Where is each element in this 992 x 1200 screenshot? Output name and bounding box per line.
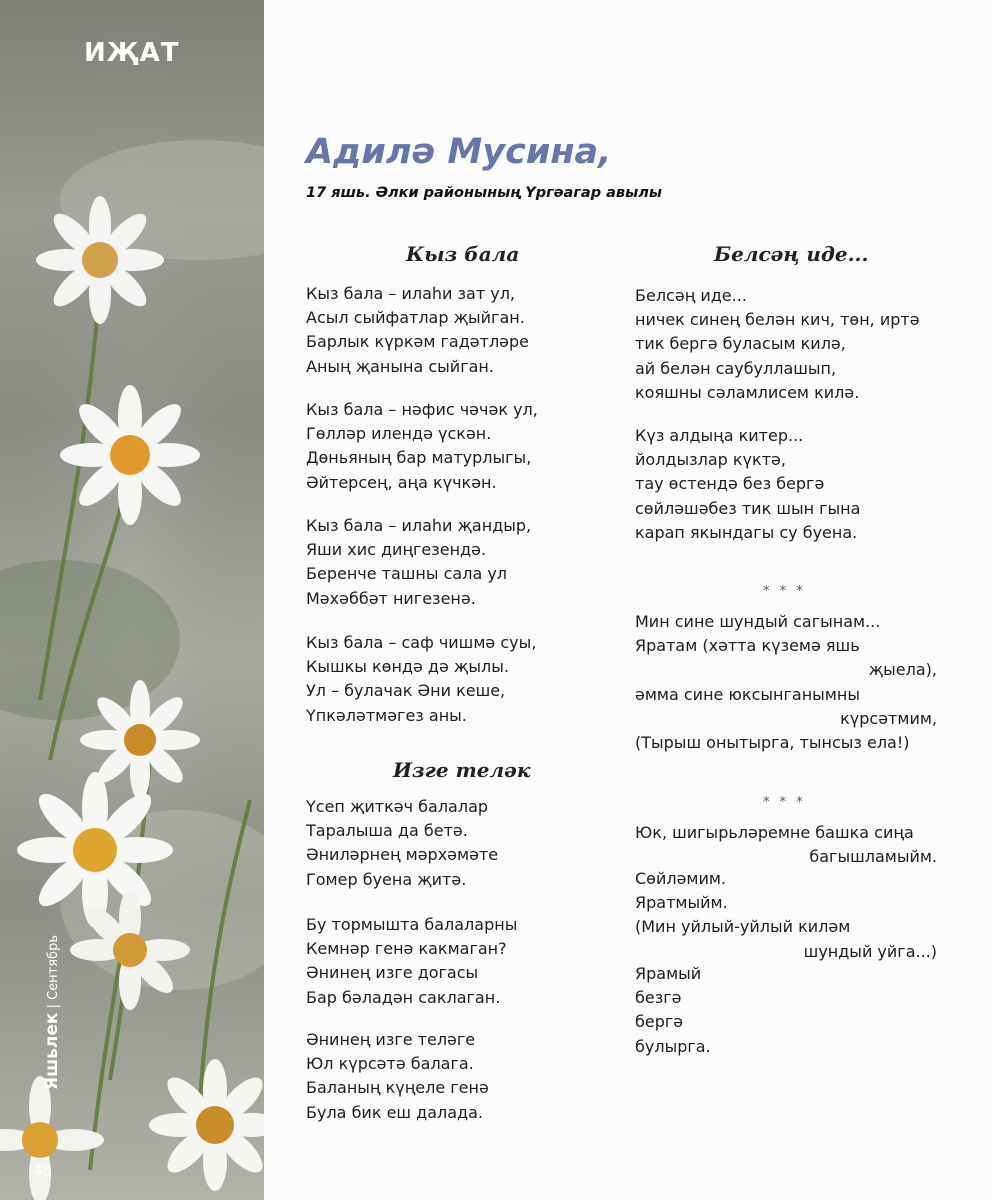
section-label: ИҖАТ <box>84 38 180 68</box>
poem-line: Кыз бала – илаһи зат ул, <box>306 284 516 303</box>
stanza <box>635 821 937 869</box>
poem-line: җыела), <box>868 660 937 680</box>
poem-line: тау өстендә без бергә <box>635 474 825 494</box>
poem-line: кояшны сәламлисем килә. <box>635 382 860 402</box>
poem-line: Әйтерсең, аңа күчкән. <box>306 472 497 492</box>
poem-line: Мәхәббәт нигезенә. <box>306 588 476 608</box>
poem-line: Гөлләр илендә үскән. <box>306 424 492 444</box>
stanza <box>306 631 536 728</box>
poem-line: тик бергә буласым килә, <box>635 334 846 354</box>
poem-line: Аның җанына сыйган. <box>306 356 494 376</box>
poem-line: Сөйләмим. <box>635 869 727 888</box>
poem-line: Бу тормышта балаларны <box>306 915 518 934</box>
stanza <box>306 913 517 1010</box>
poem-line: Кыз бала – нәфис чәчәк ул, <box>306 400 538 419</box>
poem-line: күрсәтмим, <box>840 708 937 728</box>
poem-line: ничек синең белән кич, төн, иртә <box>635 310 920 330</box>
poem-line: Белсәң иде... <box>635 286 747 305</box>
poem-line: Барлык күркәм гадәтләре <box>306 332 530 352</box>
stanza <box>306 1028 489 1125</box>
stanza <box>306 514 531 611</box>
magazine-month: Сентябрь <box>46 935 61 1000</box>
poem-line: (Мин уйлый-уйлый киләм <box>635 917 851 937</box>
poem-line: Таралыша да бетә. <box>306 821 468 841</box>
poem-line: Дөньяның бар матурлыгы, <box>306 448 532 468</box>
stanza <box>635 424 860 545</box>
poem-line: булырга. <box>635 1036 711 1056</box>
poem-line: Үсеп җиткәч балалар <box>306 797 489 816</box>
stanza <box>306 282 529 379</box>
poem-line: Баланың күңеле генә <box>306 1078 489 1098</box>
poem-line: әмма сине юксынганымны <box>635 684 860 704</box>
poem-line: Кыз бала – илаһи җандыр, <box>306 516 532 535</box>
poem-line: безгә <box>635 988 682 1008</box>
poem-line: Беренче ташны сала ул <box>306 564 508 584</box>
poem-line: Мин сине шундый сагынам... <box>635 612 881 631</box>
poem-line: шундый уйга...) <box>803 941 937 961</box>
poem-line: (Тырыш онытырга, тынсыз ела!) <box>635 733 910 753</box>
poem-line: Күз алдыңа китер... <box>635 426 804 445</box>
stanza <box>306 398 538 495</box>
poem-line: Әнинең изге теләге <box>306 1030 476 1049</box>
poem-line: Ул – булачак Әни кеше, <box>306 681 506 701</box>
poem-title-kyz-bala: Кыз бала <box>406 242 520 266</box>
poem-line: Юл күрсәтә балага. <box>306 1054 474 1074</box>
poem-line: Әниләрнең мәрхәмәте <box>306 845 499 865</box>
poem-title-izge-telak: Изге теләк <box>393 758 531 782</box>
poem-title-belsan-ide: Белсәң иде... <box>714 242 869 266</box>
poem-line: Була бик еш далада. <box>306 1102 483 1122</box>
stanza <box>635 610 937 755</box>
poem-line: ай белән саубуллашып, <box>635 358 837 378</box>
stanza <box>635 867 937 964</box>
stanza-separator: * * * <box>763 795 806 810</box>
magazine-name: Яшьлек | Сентябрь <box>42 935 62 1090</box>
stanza <box>306 795 498 892</box>
stanza <box>635 284 920 405</box>
flower-illustration <box>0 0 264 1200</box>
poem-line: Ярамый <box>635 964 702 983</box>
author-subtitle: 17 яшь. Әлки районының Үргәагар авылы <box>306 185 662 201</box>
poem-line: Яратмыйм. <box>635 893 728 913</box>
stanza <box>635 962 711 1059</box>
poem-line: багышламыйм. <box>809 847 937 867</box>
poem-line: Кышкы көндә дә җылы. <box>306 657 509 677</box>
poem-line: Асыл сыйфатлар җыйган. <box>306 308 525 328</box>
poem-line: Гомер буена җитә. <box>306 869 467 889</box>
poem-line: бергә <box>635 1012 684 1032</box>
magazine-title: Яшьлек <box>42 1012 62 1090</box>
chamomile-photo <box>0 0 264 1200</box>
poem-line: карап якындагы су буена. <box>635 522 858 542</box>
poem-line: Кыз бала – саф чишмә суы, <box>306 633 537 652</box>
author-name: Адилә Мусина, <box>306 132 612 172</box>
poem-line: Яратам (хәтта күземә яшь <box>635 636 860 656</box>
poem-line: сөйләшәбез тик шын гына <box>635 498 861 518</box>
page-number: 46 <box>34 1164 52 1180</box>
poem-line: Үпкәләтмәгез аны. <box>306 705 467 725</box>
poem-line: Юк, шигырьләремне башка сиңа <box>635 823 914 842</box>
poem-line: йолдызлар күктә, <box>635 450 786 470</box>
poem-line: Әнинең изге догасы <box>306 963 479 983</box>
poem-line: Яши хис диңгезендә. <box>306 540 487 560</box>
poem-line: Бар бәладән саклаган. <box>306 987 501 1007</box>
stanza-separator: * * * <box>763 584 806 599</box>
poem-line: Кемнәр генә какмаган? <box>306 939 507 959</box>
